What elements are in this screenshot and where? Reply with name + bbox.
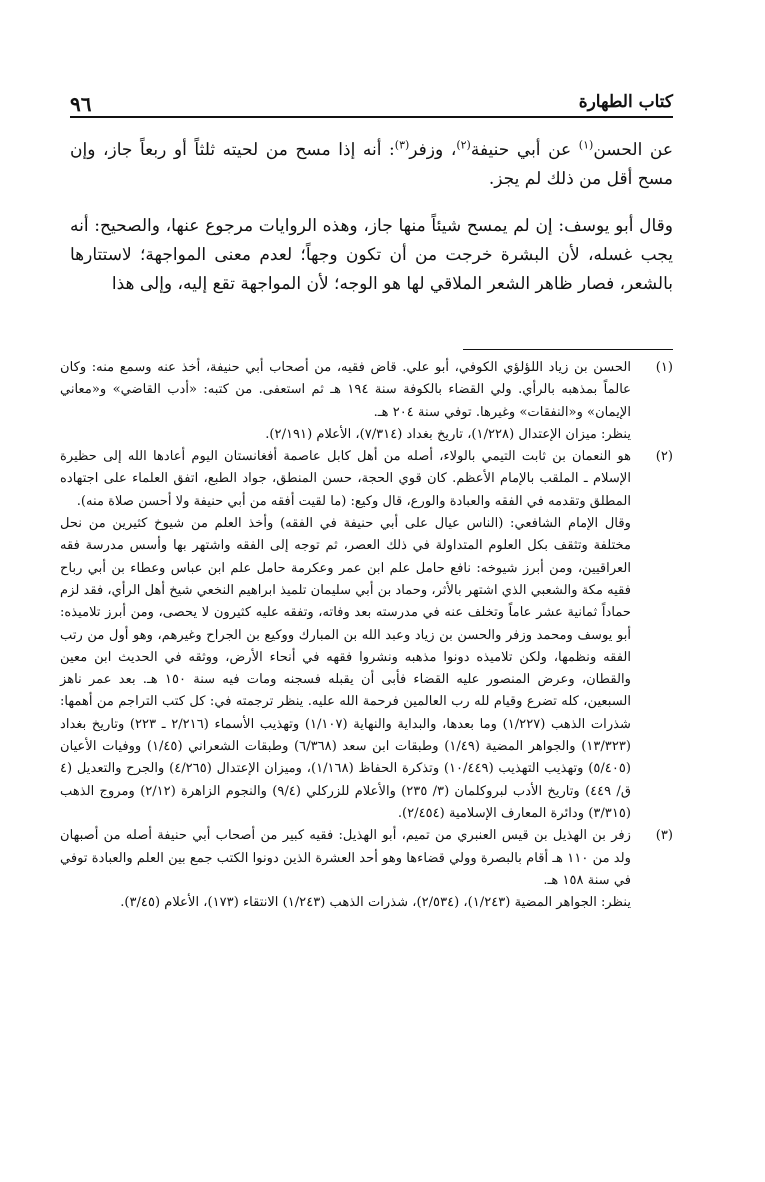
text-run: ، وزفر xyxy=(409,140,457,160)
footnote-number: (٣) xyxy=(655,828,673,844)
main-text xyxy=(70,136,673,317)
footnote-1 xyxy=(60,357,673,446)
running-title: كتاب الطهارة xyxy=(578,92,673,112)
main-paragraph xyxy=(70,136,673,194)
text-run: عن أبي حنيفة xyxy=(470,140,579,160)
footnote-paragraph: ينظر: ميزان الإعتدال (١/٢٢٨)، تاريخ بغداد (٧/٣١٤)، الأعلام (٢/١٩١). xyxy=(265,426,631,442)
page-header xyxy=(70,92,673,114)
text-run: عن الحسن xyxy=(593,140,673,160)
footnote-number: (٢) xyxy=(655,449,673,465)
footnote-paragraph: وقال الإمام الشافعي: (الناس عيال على أبي حنيفة في الفقه) وأخذ العلم من شيوخ كثيرين من نحل مختلفة وتثقف بكل العلوم المتداولة في ذلك العصر، ثم توجه إلى الفقه واشتهر بها وأسس مدرسة فقه العراقيين، ومن أبرز شيوخه: نافع حامل علم ابن عمر وعكرمة حامل علم ابن عباس وعطاء بن أبي رباح فقيه مكة والشعبي الذي اشتهر بالأثر، وحماد بن أبي سليمان تلميذ ابراهيم النخعي شيخ أهل الرأي، فقد لزم حماداً ثمانية عشر عاماً وتخلف عنه في مدرسته بعد وفاته، وتفقه عليه كثيرون لا يحصى، ومن أبرز تلاميذه: أبو يوسف ومحمد وزفر والحسن بن زياد وعبد الله بن المبارك ووكيع بن الجراح وغيرهم، وهو أول من رتب الفقه ونظمها، ولكن تلاميذه دونوا مذهبه ونشروا فقهه في أنحاء الأرض، ووثقه في الحديث ابن معين والقطان، وعرض المنصور عليه القضاء فأبى أن يقبله فسجنه ومات فيه سنة ١٥٠ هـ. بعد عمر ناهز السبعين، كله تضرع وقيام لله رب العالمين فرحمة الله عليه. ينظر ترجمته في: كل كتب التراجم من أهمها: شذرات الذهب (١/٢٢٧) وما بعدها، والبداية والنهاية (١/١٠٧) وتهذيب الأسماء (٢/٢١٦ ـ ٢٢٣) وتاريخ بغداد (١٣/٣٢٣) والجواهر المضية (١/٤٩) وطبقات ابن سعد (٦/٣٦٨) وطبقات الشعراني (١/٤٥) ووفيات الأعيان (٥/٤٠٥) وتهذيب التهذيب (١٠/٤٤٩) وتذكرة الحفاظ (١/١٦٨)، وميزان الإعتدال (٤/٢٦٥) والجرح والتعديل (٤ ق/ ٤٤٩) وتاريخ الأدب لبروكلمان (٣/ ٢٣٥) والأعلام للزركلي (٩/٤) والنجوم الزاهرة (٢/١٢) ومروج الذهب (٣/٣١٥) ودائرة المعارف الإسلامية (٢/٤٥٤). xyxy=(60,516,632,821)
footnote-ref-3: (٣) xyxy=(394,138,410,152)
header-rule xyxy=(70,116,673,118)
footnote-3 xyxy=(60,825,673,914)
footnote-paragraph: ينظر: الجواهر المضية (١/٢٤٣)، (٢/٥٣٤)، شذرات الذهب (١/٢٤٣) الانتقاء (١٧٣)، الأعلام (٣/٤٥). xyxy=(120,895,631,911)
footnotes xyxy=(60,357,673,914)
text-run: : أنه إذا مسح من لحيته ثلثاً أو ربعاً جاز، وإن مسح أقل من ذلك لم يجز. xyxy=(70,140,673,189)
main-paragraph: وقال أبو يوسف: إن لم يمسح شيئاً منها جاز، وهذه الروايات مرجوع عنها، والصحيح: أنه يجب غسله، لأن البشرة خرجت من أن تكون وجهاً؛ لعدم معنى المواجهة؛ لاستتارها بالشعر، فصار ظاهر الشعر الملاقي لها هو الوجه؛ لأن المواجهة تقع إليه، وإلى هذا xyxy=(70,216,673,294)
footnote-body xyxy=(60,446,631,825)
footnote-2 xyxy=(60,446,673,825)
footnote-paragraph: زفر بن الهذيل بن قيس العنبري من تميم، أبو الهذيل: فقيه كبير من أصحاب أبي حنيفة أصله من أصبهان ولد من ١١٠ هـ أقام بالبصرة وولي قضاءها وهو أحد العشرة الذين دونوا الكتب جمع بين العلم والعبادة توفي في سنة ١٥٨ هـ. xyxy=(60,828,631,888)
footnote-separator xyxy=(463,349,673,350)
footnote-ref-2: (٢) xyxy=(456,138,471,152)
footnote-body xyxy=(60,825,631,914)
footnote-paragraph: الحسن بن زياد اللؤلؤي الكوفي، أبو علي. قاض فقيه، من أصحاب أبي حنيفة، أخذ عنه وسمع منه: وكان عالماً بمذهبه بالرأي. ولي القضاء بالكوفة سنة ١٩٤ هـ ثم استعفى. من كتبه: «أدب القاضي» و«معاني الإيمان» و«النفقات» وغيرها. توفي سنة ٢٠٤ هـ. xyxy=(60,360,631,420)
footnote-ref-1: (١) xyxy=(578,138,594,152)
footnote-paragraph: هو النعمان بن ثابت التيمي بالولاء، أصله من أهل كابل عاصمة أفغانستان اليوم أعادها الله إلى حظيرة الإسلام ـ الملقب بالإمام الأعظم. كان قوي الحجة، حسن المنطق، جواد الطبع، اتفق العلماء على اجتهاده المطلق وتقدمه في الفقه والعبادة والورع، قال وكيع: (ما لقيت أفقه من أبي حنيفة ولا أحسن صلاة منه). xyxy=(60,449,631,509)
footnote-number: (١) xyxy=(655,360,673,375)
page-number: ٩٦ xyxy=(70,92,92,116)
footnote-body xyxy=(60,357,631,446)
